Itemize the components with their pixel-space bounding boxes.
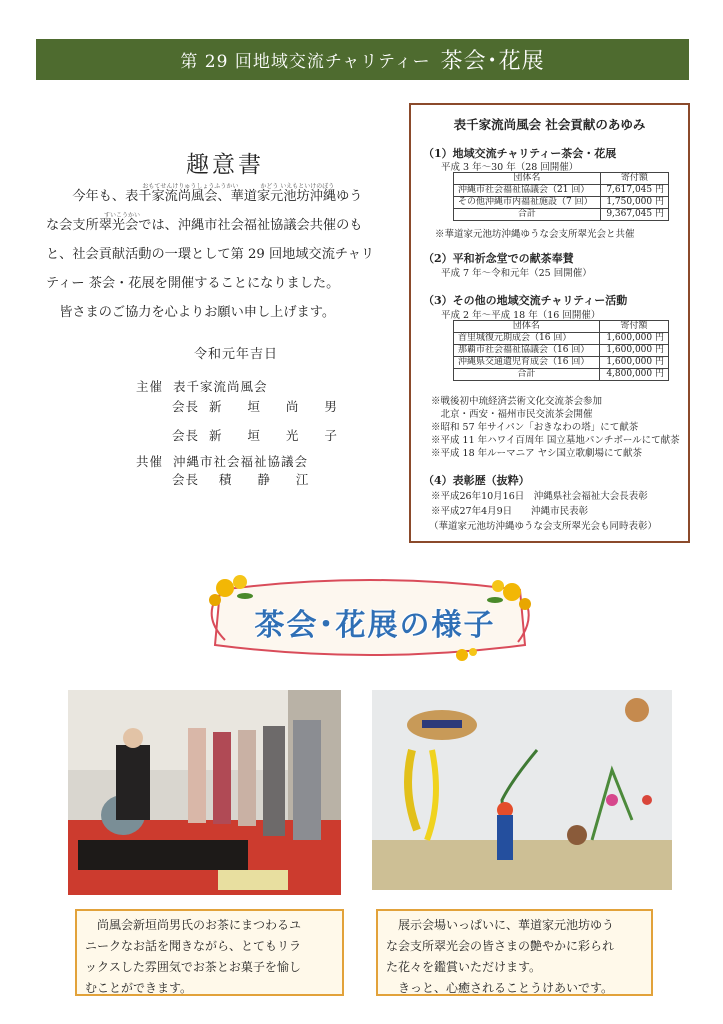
table-header-cell: 団体名 (454, 173, 601, 185)
table-row (454, 357, 669, 369)
page-header (36, 39, 689, 80)
history-note: ※平成 18 年ルーマニア ヤシ国立歌劇場にて献茶 (431, 448, 643, 459)
history-section-4-title: （4）表彰歴（抜粋） (423, 474, 530, 487)
cohost-org: 沖縄市社会福祉協議会 (172, 454, 308, 469)
table-cell: 9,367,045 円 (600, 209, 668, 221)
history-section-3-period: 平成 2 年〜平成 18 年（16 回開催） (441, 310, 601, 321)
intro-line-2-text: な会支所翠光会では、沖縄市社会福祉協議会共催のも (46, 218, 363, 233)
history-note: 北京・西安・福州市民交流茶会開催 (431, 409, 593, 420)
intro-line-3: と、社会貢献活動の一環として第 29 回地域交流チャリ (46, 247, 375, 262)
table-cell: 沖縄市社会福祉協議会（21 回） (454, 185, 601, 197)
history-section-3-title: （3）その他の地域交流チャリティー活動 (423, 294, 628, 307)
history-note: ※戦後初中琉経済芸術文化交流茶会参加 (431, 396, 603, 407)
host-person-1 (172, 397, 348, 415)
table-cell: 1,750,000 円 (600, 197, 668, 209)
host-head (123, 728, 143, 748)
caption-line: ニークなお話を聞きながら、とてもリラ (85, 939, 302, 953)
caption-line: 尚風会新垣尚男氏のお茶にまつわるユ (97, 918, 302, 932)
table-header-cell: 寄付額 (599, 321, 668, 333)
caption-line: ックスした雰囲気でお茶とお菓子を愉し (85, 960, 301, 974)
donation-table-1 (453, 172, 669, 221)
host-org: 表千家流尚風会 (172, 379, 268, 394)
history-note: ※昭和 57 年サイパン「おきなわの塔」にて献茶 (431, 422, 639, 433)
host-person-1-name: 新 垣 尚 男 (208, 399, 348, 414)
award-item: ※平成27年4月9日 沖縄市民表彰 (431, 506, 589, 517)
banner-title: 茶会･花展の様子 (254, 608, 496, 643)
host-person (116, 745, 150, 820)
pink-flower (606, 794, 618, 806)
host-person-2 (172, 426, 348, 444)
cohost-person-title: 会長 (172, 472, 200, 487)
cohost-row (136, 452, 308, 470)
tea-ceremony-photo (68, 690, 341, 895)
flower-exhibition-photo (372, 690, 672, 890)
table-cell: 7,617,045 円 (600, 185, 668, 197)
host-person-1-title: 会長 (172, 399, 200, 414)
table-cell: 1,600,000 円 (599, 333, 668, 345)
sweets-plate (218, 870, 288, 890)
header-event-title: 茶会･花展 (440, 49, 545, 74)
header-event-name: 第 29 回地域交流チャリティー (180, 52, 431, 72)
kimono-person (213, 732, 231, 824)
history-note: ※平成 11 年ハワイ百周年 国立墓地パンチボールにて献茶 (431, 435, 680, 446)
history-section-2-title: （2）平和祈念堂での献茶奉賛 (423, 252, 574, 265)
kimono-person (293, 720, 321, 840)
donation-table-2 (453, 320, 669, 381)
caption-line: 展示会場いっぱいに、華道家元池坊ゆう (398, 918, 615, 932)
intro-line-1-text: 今年も、表千家流尚風会、華道家元池坊沖縄ゆう (72, 189, 363, 204)
cohost-person-name: 積 静 江 (218, 472, 320, 487)
caption-line: な会支所翠光会の皆さまの艶やかに彩られ (386, 939, 615, 953)
red-flower (642, 795, 652, 805)
table-header-cell: 団体名 (454, 321, 600, 333)
table-header-row (454, 173, 669, 185)
table-row (454, 197, 669, 209)
table-cell: 首里城復元期成会（16 回） (454, 333, 600, 345)
kimono-person (263, 726, 285, 836)
table-total-row (454, 209, 669, 221)
history-section-2-period: 平成 7 年〜令和元年（25 回開催） (441, 268, 592, 279)
table-header-cell: 寄付額 (600, 173, 668, 185)
award-note: （華道家元池坊沖縄ゆうな会支所翠光会も同時表彰） (429, 521, 658, 532)
history-title: 表千家流尚風会 社会貢献のあゆみ (453, 117, 646, 132)
intro-title: 趣意書 (186, 152, 264, 178)
blue-vase (497, 815, 513, 860)
cohost-person (172, 470, 319, 488)
intro-line-4: ティー 茶会・花展を開催することになりました。 (46, 276, 340, 291)
caption-line: きっと、心癒されることうけあいです。 (398, 981, 614, 995)
ruby-annotation-2: かどう いえもといけのぼう (260, 183, 335, 190)
wall-basket (625, 698, 649, 722)
table-cell: その他沖縄市内福祉施設（7 回） (454, 197, 601, 209)
ruby-annotation-1: おもてせんけりゅうしょうふうかい (142, 183, 239, 190)
table-row (454, 185, 669, 197)
tatami-floor (372, 840, 672, 890)
table-header-row (454, 321, 669, 333)
table-cell: 1,600,000 円 (599, 357, 668, 369)
award-item: ※平成26年10月16日 沖縄県社会福祉大会長表彰 (431, 491, 648, 502)
table-row (454, 333, 669, 345)
intro-line-1 (46, 182, 400, 211)
caption-tea (75, 909, 344, 996)
intro-date: 令和元年吉日 (194, 347, 279, 362)
table-cell: 那覇市社会福祉協議会（16 回） (454, 345, 600, 357)
caption-line: た花々を鑑賞いただけます。 (386, 960, 542, 974)
table-row (454, 345, 669, 357)
tea-table (78, 840, 248, 870)
table-cell: 沖縄県交通遺児育成会（16 回） (454, 357, 600, 369)
table-cell: 合計 (454, 369, 600, 381)
cohost-label: 共催 (136, 454, 164, 469)
host-row (136, 377, 267, 395)
history-section-1-period: 平成 3 年〜30 年（28 回開催） (441, 162, 579, 173)
pot (567, 825, 587, 845)
host-label: 主催 (136, 379, 164, 394)
table-total-row (454, 369, 669, 381)
intro-line-5: 皆さまのご協力を心よりお願い申し上げます。 (59, 305, 336, 320)
table-cell: 4,800,000 円 (599, 369, 668, 381)
host-person-2-title: 会長 (172, 428, 200, 443)
intro-body (46, 182, 400, 327)
history-section-1-note: ※華道家元池坊沖縄ゆうな会支所翠光会と共催 (435, 229, 635, 240)
host-person-2-name: 新 垣 光 子 (208, 428, 348, 443)
table-cell: 合計 (454, 209, 601, 221)
intro-line-2 (46, 211, 400, 240)
table-cell: 1,600,000 円 (599, 345, 668, 357)
caption-flowers (376, 909, 653, 996)
kimono-person (188, 728, 206, 823)
ruby-annotation-3: すいこうかい (104, 212, 141, 219)
history-section-1-title: （1）地域交流チャリティー茶会・花展 (423, 147, 617, 160)
history-box (409, 103, 690, 543)
kimono-person (238, 730, 256, 826)
ruby-wrap-2 (46, 211, 363, 240)
caption-line: むことができます。 (85, 981, 193, 995)
hat-ribbon (422, 720, 462, 728)
